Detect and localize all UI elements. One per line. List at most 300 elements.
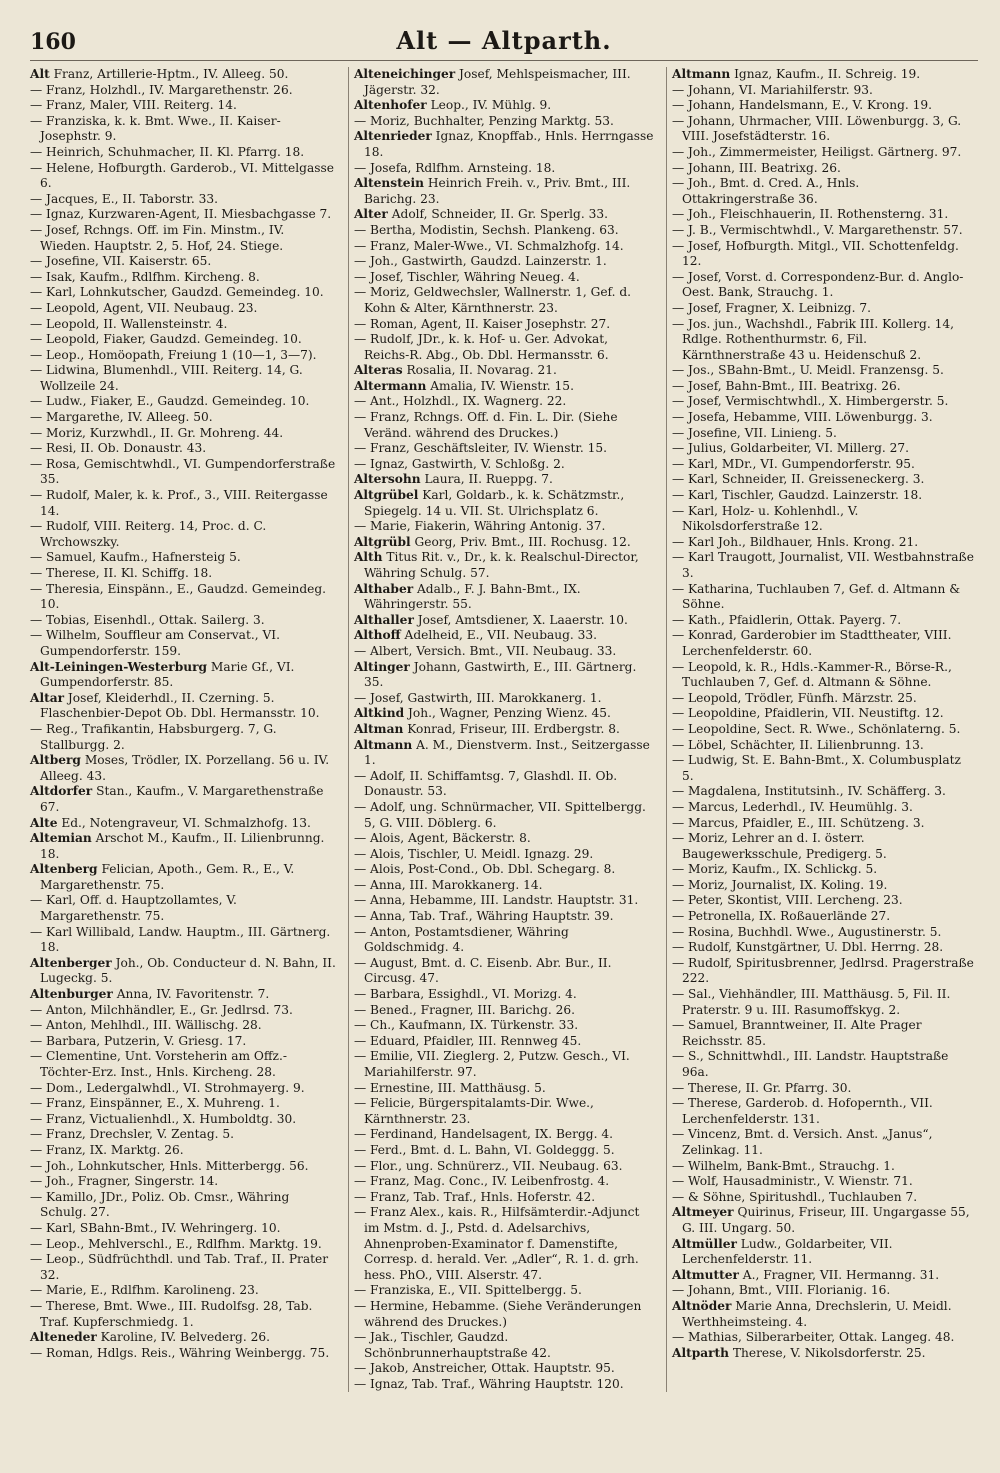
directory-entry [30,691,338,722]
directory-entry [30,254,338,270]
directory-entry [30,1034,338,1050]
directory-entry [30,550,338,566]
entry-text: — Samuel, Branntweiner, II. Alte Prager Reichsstr. 85. [671,1018,922,1048]
entry-surname: Altenrieder [353,129,432,144]
entry-text: — Josef, Gastwirth, III. Marokkanerg. 1. [353,690,602,705]
entry-text: — Leopoldine, Pfaidlerin, VII. Neustiftg. 12. [671,706,944,721]
entry-surname: Altnöder [671,1298,732,1313]
directory-entry [672,394,974,410]
directory-entry [354,847,656,863]
directory-entry [354,738,656,769]
entry-text: — Rudolf, Spiritusbrenner, Jedlrsd. Pragerstraße 222. [671,955,974,986]
entry-text: — Theresia, Einspänn., E., Gaudzd. Gemeindeg. 10. [30,581,327,612]
entry-text: — Petronella, IX. Roßauerlände 27. [671,909,891,924]
entry-text: — Rosina, Buchhdl. Wwe., Augustinerstr. 5. [671,924,942,939]
directory-entry [354,176,656,207]
entry-surname: Altinger [353,659,410,674]
entry-text: — Franz, Maler-Wwe., VI. Schmalzhofg. 14. [353,238,624,253]
directory-entry [30,192,338,208]
directory-entry [354,582,656,613]
directory-entry [354,800,656,831]
column-3 [666,67,978,1392]
entry-text: Johann, Gastwirth, E., III. Gärtnerg. 35. [363,659,637,690]
entry-text: — Lidwina, Blumenhdl., VIII. Reiterg. 14, G. Wollzeile 24. [30,363,303,393]
entry-text: Adelheid, E., VII. Neubaug. 33. [404,628,598,643]
entry-text: Ignaz, Knopffab., Hnls. Herrngasse 18. [363,129,654,159]
entry-text: — Joh., Lohnkutscher, Hnls. Mitterbergg. 56. [30,1158,309,1173]
directory-entry [354,1127,656,1143]
directory-entry [354,831,656,847]
entry-text: — Josefine, VII. Kaiserstr. 65. [30,254,212,269]
entry-text: — Peter, Skontist, VIII. Lercheng. 23. [671,893,903,908]
entry-text: — Josefa, Hebamme, VIII. Löwenburgg. 3. [671,410,933,425]
entry-text: — Julius, Goldarbeiter, VI. Millerg. 27. [671,441,910,456]
directory-entry [354,379,656,395]
directory-entry [672,800,974,816]
entry-surname: Altmutter [671,1267,739,1282]
entry-text: — Emilie, VII. Zieglerg. 2, Putzw. Gesch., VI. Mariahilferstr. 97. [353,1049,630,1079]
entry-text: — Flor., ung. Schnürerz., VII. Neubaug. 63. [353,1158,623,1173]
entry-text: — Karl, Tischler, Gaudzd. Lainzerstr. 18. [671,488,923,503]
directory-entry [30,831,338,862]
entry-text: — Josef, Hofburgth. Mitgl., VII. Schottenfeldg. 12. [671,238,959,269]
entry-text: — Joh., Gastwirth, Gaudzd. Lainzerstr. 1. [353,254,607,269]
entry-text: — Moriz, Geldwechsler, Wallnerstr. 1, Gef. d. Kohn & Alter, Kärnthnerstr. 23. [353,285,632,315]
directory-entry [354,441,656,457]
entry-text: — Alois, Tischler, U. Meidl. Ignazg. 29. [353,846,594,861]
directory-entry [672,925,974,941]
directory-entry [672,893,974,909]
directory-entry [354,644,656,660]
entry-text: Marie Anna, Drechslerin, U. Meidl. Werthheimsteing. 4. [681,1298,952,1329]
entry-text: — Anton, Milchhändler, E., Gr. Jedlrsd. 73. [30,1002,293,1017]
directory-entry [672,145,974,161]
entry-text: Ed., Notengraveur, VI. Schmalzhofg. 13. [61,815,311,830]
directory-entry [672,1205,974,1236]
directory-entry [30,67,338,83]
directory-entry [672,67,974,83]
entry-text: — Ludw., Fiaker, E., Gaudzd. Gemeindeg. 10. [30,394,310,409]
entry-text: — Therese, II. Gr. Pfarrg. 30. [671,1080,852,1095]
entry-text: — Therese, Garderob. d. Hofopernth., VII. Lerchenfelderstr. 131. [671,1096,933,1126]
directory-entry [30,1330,338,1346]
directory-entry [354,1190,656,1206]
entry-text: — Franz, Drechsler, V. Zentag. 5. [30,1127,235,1142]
entry-text: — Moriz, Kurzwhdl., II. Gr. Mohreng. 44. [30,425,284,440]
entry-text: — Ernestine, III. Matthäusg. 5. [353,1080,546,1095]
entry-text: — Moriz, Lehrer an d. I. österr. Baugewerksschule, Predigerg. 5. [671,831,887,861]
entry-text: — Jos. jun., Wachshdl., Fabrik III. Kollerg. 14, Rdlge. Rothenthurmstr. 6, Fil. Kärnthnerstraße 43 u. Heidenschuß 2. [671,316,954,362]
directory-entry [30,987,338,1003]
directory-entry [672,987,974,1018]
directory-entry [30,613,338,629]
entry-text: — Franz, Einspänner, E., X. Muhreng. 1. [30,1096,280,1111]
directory-entry [672,1096,974,1127]
directory-entry [672,161,974,177]
entry-text: — Anna, III. Marokkanerg. 14. [353,877,543,892]
entry-text: — Josef, Rchngs. Off. im Fin. Minstm., IV. Wieden. Hauptstr. 2, 5. Hof, 24. Stiege. [30,222,285,253]
entry-surname: Alter [353,207,388,222]
column-2 [348,67,660,1392]
directory-entry [354,862,656,878]
directory-entry [354,956,656,987]
directory-entry [354,317,656,333]
directory-entry [354,550,656,581]
entry-text: — Margarethe, IV. Alleeg. 50. [30,410,213,425]
entry-text: — Josef, Tischler, Währing Neueg. 4. [353,269,580,284]
entry-text: — Johann, III. Beatrixg. 26. [671,160,841,175]
entry-text: Therese, V. Nikolsdorferstr. 25. [732,1345,926,1360]
directory-entry [30,1049,338,1080]
directory-entry [672,223,974,239]
entry-text: A., Fragner, VII. Hermanng. 31. [742,1267,940,1282]
entry-surname: Altenstein [353,176,425,191]
directory-entry [354,519,656,535]
entry-text: — Jacques, E., II. Taborstr. 33. [30,191,218,206]
directory-entry [354,223,656,239]
entry-text: — Adolf, ung. Schnürmacher, VII. Spittelbergg. 5, G. VIII. Döblerg. 6. [353,799,646,830]
page-title: Alt — Altparth. [396,26,612,55]
entry-text: Josef, Mehlspeismacher, III. Jägerstr. 32. [363,67,631,97]
directory-entry [30,816,338,832]
entry-text: — Leopold, k. R., Hdls.-Kammer-R., Börse-R., Tuchlauben 7, Gef. d. Altmann & Söhne. [671,659,952,690]
entry-text: — Karl Traugott, Journalist, VII. Westbahnstraße 3. [671,550,974,580]
entry-text: Joh., Wagner, Penzing Wienz. 45. [408,706,611,721]
entry-text: — Eduard, Pfaidler, III. Rennweg 45. [353,1033,582,1048]
entry-text: — Leopoldine, Sect. R. Wwe., Schönlaterng. 5. [671,721,961,736]
directory-entry [672,504,974,535]
entry-text: Quirinus, Friseur, III. Ungargasse 55, G. III. Ungarg. 50. [681,1205,970,1235]
directory-entry [30,457,338,488]
directory-entry [30,1190,338,1221]
directory-entry [672,1330,974,1346]
directory-entry [30,332,338,348]
entry-text: Adolf, Schneider, II. Gr. Sperlg. 33. [391,207,608,222]
directory-entry [354,987,656,1003]
entry-text: — Marcus, Lederhdl., IV. Heumühlg. 3. [671,799,913,814]
directory-entry [672,753,974,784]
directory-entry [30,317,338,333]
directory-entry [672,956,974,987]
directory-entry [30,519,338,550]
directory-entry [672,1268,974,1284]
directory-entry [354,1034,656,1050]
entry-text: Heinrich Freih. v., Priv. Bmt., III. Barichg. 23. [363,176,631,206]
directory-entry [30,426,338,442]
entry-text: — Sal., Viehhändler, III. Matthäusg. 5, Fil. II. Praterstr. 9 u. III. Rasumoffskyg. 2. [671,987,951,1017]
entry-text: — Franziska, k. k. Bmt. Wwe., II. Kaiser-Josephstr. 9. [30,113,281,144]
directory-entry [672,472,974,488]
entry-text: Laura, II. Rueppg. 7. [424,472,553,487]
directory-columns [30,67,978,1392]
entry-text: — Karl, Lohnkutscher, Gaudzd. Gemeindeg. 10. [30,285,324,300]
directory-entry [354,472,656,488]
entry-text: — Moriz, Journalist, IX. Koling. 19. [671,877,888,892]
entry-text: — Ferdinand, Handelsagent, IX. Bergg. 4. [353,1127,613,1142]
entry-text: Ignaz, Kaufm., II. Schreig. 19. [734,67,921,81]
directory-entry [30,1096,338,1112]
entry-text: — Leop., Südfrüchthdl. und Tab. Traf., II. Prater 32. [30,1252,329,1282]
directory-entry [354,535,656,551]
entry-surname: Altparth [671,1345,730,1360]
directory-entry [354,1205,656,1283]
entry-text: — Dom., Ledergalwhdl., VI. Strohmayerg. 9. [30,1080,305,1095]
directory-entry [354,893,656,909]
entry-text: — Karl, Holz- u. Kohlenhdl., V. Nikolsdorferstraße 12. [671,503,859,534]
entry-text: — Mathias, Silberarbeiter, Ottak. Langeg. 48. [671,1330,955,1345]
entry-text: — Leop., Mehlverschl., E., Rdlfhm. Marktg. 19. [30,1236,322,1251]
directory-entry [354,660,656,691]
directory-entry [354,394,656,410]
entry-text: Marie Gf., VI. Gumpendorferstr. 85. [40,659,295,690]
entry-text: — Leopold, Agent, VII. Neubaug. 23. [30,300,258,315]
directory-entry [672,550,974,581]
directory-entry [672,457,974,473]
entry-text: — Ludwig, St. E. Bahn-Bmt., X. Columbusplatz 5. [671,753,961,783]
entry-text: — Joh., Bmt. d. Cred. A., Hnls. Ottakringerstraße 36. [671,176,860,206]
directory-entry [354,488,656,519]
entry-text: — Karl Willibald, Landw. Hauptm., III. Gärtnerg. 18. [30,924,331,955]
entry-text: — Josef, Vorst. d. Correspondenz-Bur. d. Anglo-Oest. Bank, Strauchg. 1. [671,269,964,300]
entry-text: Felician, Apoth., Gem. R., E., V. Margarethenstr. 75. [40,862,295,892]
entry-text: — Rosa, Gemischtwhdl., VI. Gumpendorferstraße 35. [30,456,336,487]
directory-entry [672,1018,974,1049]
entry-text: — Moriz, Buchhalter, Penzing Marktg. 53. [353,113,614,128]
entry-text: Georg, Priv. Bmt., III. Rochusg. 12. [414,534,631,549]
entry-text: A. M., Dienstverm. Inst., Seitzergasse 1. [363,737,650,768]
directory-entry [354,457,656,473]
entry-text: — Franz, IX. Marktg. 26. [30,1142,184,1157]
directory-entry [672,613,974,629]
directory-entry [672,1127,974,1158]
directory-entry [30,441,338,457]
entry-text: — Anna, Hebamme, III. Landstr. Hauptstr. 31. [353,893,639,908]
entry-text: — Franz, Rchngs. Off. d. Fin. L. Dir. (Siehe Veränd. während des Druckes.) [353,410,618,440]
directory-entry [672,1049,974,1080]
directory-entry [354,722,656,738]
entry-text: — Vincenz, Bmt. d. Versich. Anst. „Janus“, Zelinkag. 11. [671,1127,933,1157]
entry-surname: Alth [353,550,383,565]
entry-text: — Alois, Agent, Bäckerstr. 8. [353,831,531,846]
entry-surname: Altemian [30,831,92,846]
directory-entry [30,301,338,317]
entry-text: — Katharina, Tuchlauben 7, Gef. d. Altmann & Söhne. [671,581,961,612]
entry-text: — Hermine, Hebamme. (Siehe Veränderungen während des Druckes.) [353,1298,642,1329]
directory-entry [30,394,338,410]
directory-entry [672,1081,974,1097]
entry-text: — Anna, Tab. Traf., Währing Hauptstr. 39. [353,909,614,924]
entry-text: — Isak, Kaufm., Rdlfhm. Kircheng. 8. [30,269,260,284]
entry-text: — Leop., Homöopath, Freiung 1 (10—1, 3—7). [30,347,317,362]
directory-entry [30,363,338,394]
entry-text: — Leopold, Trödler, Fünfh. Märzstr. 25. [671,690,917,705]
entry-text: — Johann, Handelsmann, E., V. Krong. 19. [671,98,932,113]
directory-entry [30,753,338,784]
directory-entry [672,239,974,270]
directory-entry [672,738,974,754]
directory-entry [672,1190,974,1206]
directory-entry [672,862,974,878]
entry-surname: Altberg [30,753,81,768]
entry-text: — Franz, Maler, VIII. Reiterg. 14. [30,98,237,113]
entry-text: — Kamillo, JDr., Poliz. Ob. Cmsr., Währing Schulg. 27. [30,1189,290,1220]
entry-text: Rosalia, II. Novarag. 21. [406,363,557,378]
entry-text: — Albert, Versich. Bmt., VII. Neubaug. 33. [353,643,617,658]
directory-entry [30,223,338,254]
entry-text: — Joh., Zimmermeister, Heiligst. Gärtnerg. 97. [671,144,962,159]
entry-text: — Jakob, Anstreicher, Ottak. Hauptstr. 95. [353,1361,615,1376]
entry-text: Karl, Goldarb., k. k. Schätzmstr., Spiegelg. 14 u. VII. St. Ulrichsplatz 6. [363,488,625,518]
directory-entry [30,1221,338,1237]
directory-entry [672,98,974,114]
directory-entry [354,332,656,363]
directory-entry [30,1159,338,1175]
directory-entry [672,909,974,925]
directory-entry [672,878,974,894]
entry-text: — Josef, Bahn-Bmt., III. Beatrixg. 26. [671,378,901,393]
entry-surname: Altenhofer [353,98,427,113]
entry-text: — Johann, Bmt., VIII. Florianig. 16. [671,1283,891,1298]
entry-surname: Altenberg [30,862,98,877]
directory-entry [354,925,656,956]
directory-entry [672,441,974,457]
entry-text: Joh., Ob. Conducteur d. N. Bahn, II. Lugeckg. 5. [40,955,336,986]
entry-text: — Ferd., Bmt. d. L. Bahn, VI. Goldeggg. 5. [353,1142,615,1157]
directory-entry [354,161,656,177]
entry-text: — & Söhne, Spiritushdl., Tuchlauben 7. [671,1189,918,1204]
directory-entry [30,1112,338,1128]
directory-entry [672,363,974,379]
directory-entry [672,1283,974,1299]
entry-surname: Altdorfer [30,784,93,799]
entry-text: — Roman, Agent, II. Kaiser Josephstr. 27. [353,316,611,331]
directory-entry [354,691,656,707]
directory-entry [672,301,974,317]
entry-surname: Althaber [353,581,414,596]
entry-text: — Marie, Fiakerin, Währing Antonig. 37. [353,519,606,534]
entry-text: — Joh., Fragner, Singerstr. 14. [30,1174,219,1189]
entry-text: — S., Schnittwhdl., III. Landstr. Hauptstraße 96a. [671,1049,949,1079]
directory-entry [30,582,338,613]
directory-entry [672,270,974,301]
entry-text: — Löbel, Schächter, II. Lilienbrunng. 13. [671,737,924,752]
directory-entry [30,1299,338,1330]
entry-text: Anna, IV. Favoritenstr. 7. [116,987,270,1002]
entry-text: — Tobias, Eisenhdl., Ottak. Sailerg. 3. [30,612,265,627]
entry-text: — Johann, VI. Mariahilferstr. 93. [671,82,873,97]
directory-entry [672,1159,974,1175]
entry-text: — Joh., Fleischhauerin, II. Rothensterng. 31. [671,207,949,222]
directory-entry [30,1081,338,1097]
directory-entry [354,769,656,800]
entry-text: — Franz, Holzhdl., IV. Margarethenstr. 26. [30,82,293,97]
directory-entry [30,207,338,223]
directory-entry [672,379,974,395]
directory-entry [354,1049,656,1080]
entry-text: — Helene, Hofburgth. Garderob., VI. Mittelgasse 6. [30,160,334,191]
entry-surname: Altmann [353,737,413,752]
entry-text: — Karl, Off. d. Hauptzollamtes, V. Margarethenstr. 75. [30,893,237,924]
entry-text: Amalia, IV. Wienstr. 15. [430,378,574,393]
directory-entry [30,628,338,659]
directory-entry [30,1283,338,1299]
entry-text: Titus Rit. v., Dr., k. k. Realschul-Director, Währing Schulg. 57. [363,550,639,580]
entry-text: — Resi, II. Ob. Donaustr. 43. [30,441,207,456]
directory-entry [354,114,656,130]
entry-text: Arschot M., Kaufm., II. Lilienbrunng. 18. [40,831,325,861]
directory-entry [30,161,338,192]
entry-surname: Altgrübel [353,488,419,503]
entry-surname: Altman [353,721,404,736]
entry-surname: Alteras [353,363,403,378]
entry-surname: Altgrübl [353,534,411,549]
directory-entry [672,940,974,956]
directory-entry [30,862,338,893]
directory-entry [354,98,656,114]
entry-surname: Altermann [353,378,427,393]
entry-surname: Altkind [353,706,405,721]
directory-entry [354,1159,656,1175]
entry-text: — Ignaz, Gastwirth, V. Schloßg. 2. [353,456,565,471]
entry-text: — Marcus, Pfaidler, E., III. Schützeng. 3. [671,815,925,830]
entry-text: — Karl, SBahn-Bmt., IV. Wehringerg. 10. [30,1220,281,1235]
directory-entry [354,1081,656,1097]
directory-entry [354,285,656,316]
entry-text: — Wilhelm, Souffleur am Conservat., VI. Gumpendorferstr. 159. [30,628,280,658]
entry-text: Adalb., F. J. Bahn-Bmt., IX. Währingerstr. 55. [363,581,581,612]
directory-entry [30,925,338,956]
entry-surname: Althoff [353,628,401,643]
directory-entry [354,909,656,925]
entry-text: — Konrad, Garderobier im Stadttheater, VIII. Lerchenfelderstr. 60. [671,628,952,658]
entry-text: — Leopold, II. Wallensteinstr. 4. [30,316,228,331]
entry-text: — Franz, Victualienhdl., X. Humboldtg. 30. [30,1111,297,1126]
directory-entry [354,706,656,722]
directory-entry [672,535,974,551]
entry-text: — Samuel, Kaufm., Hafnersteig 5. [30,550,241,565]
entry-text: — Josefine, VII. Linieng. 5. [671,425,837,440]
directory-entry [30,145,338,161]
entry-text: Stan., Kaufm., V. Margarethenstraße 67. [40,784,324,814]
directory-entry [354,129,656,160]
directory-entry [354,270,656,286]
entry-text: — Franz Alex., kais. R., Hilfsämterdir.-Adjunct im Mstm. d. J., Pstd. d. Adelsarchivs, Ahnenproben-Examinator f. Damenstifte, Corresp. d. herald. Ver. „Adler“, R. 1. d. grh. hess. PhO., VIII. Alserstr. 47. [353,1205,640,1282]
directory-entry [672,582,974,613]
directory-entry [30,566,338,582]
directory-entry [354,67,656,98]
entry-text: — Rudolf, Maler, k. k. Prof., 3., VIII. Reitergasse 14. [30,488,328,518]
entry-surname: Altar [30,690,65,705]
directory-entry [354,1361,656,1377]
entry-text: — Felicie, Bürgerspitalamts-Dir. Wwe., Kärnthnerstr. 23. [353,1096,594,1126]
directory-entry [672,176,974,207]
entry-text: — Bertha, Modistin, Sechsh. Plankeng. 63. [353,222,619,237]
entry-text: — Moriz, Kaufm., IX. Schlickg. 5. [671,862,878,877]
directory-entry [672,410,974,426]
entry-text: — Therese, Bmt. Wwe., III. Rudolfsg. 28, Tab. Traf. Kupferschmiedg. 1. [30,1298,313,1329]
directory-entry [354,207,656,223]
directory-entry [30,893,338,924]
directory-entry [30,956,338,987]
entry-text: — Magdalena, Institutsinh., IV. Schäfferg. 3. [671,784,946,799]
page-number: 160 [30,29,76,55]
entry-text: — Adolf, II. Schiffamtsg. 7, Glashdl. II. Ob. Donaustr. 53. [353,768,618,799]
entry-text: — Franz, Tab. Traf., Hnls. Hoferstr. 42. [353,1189,596,1204]
entry-text: — Reg., Trafikantin, Habsburgerg. 7, G. Stallburgg. 2. [30,721,277,752]
entry-text: — Ignaz, Kurzwaren-Agent, II. Miesbachgasse 7. [30,207,332,222]
entry-text: — Johann, Uhrmacher, VIII. Löwenburgg. 3, G. VIII. Josefstädterstr. 16. [671,113,962,144]
entry-surname: Alte [30,815,58,830]
